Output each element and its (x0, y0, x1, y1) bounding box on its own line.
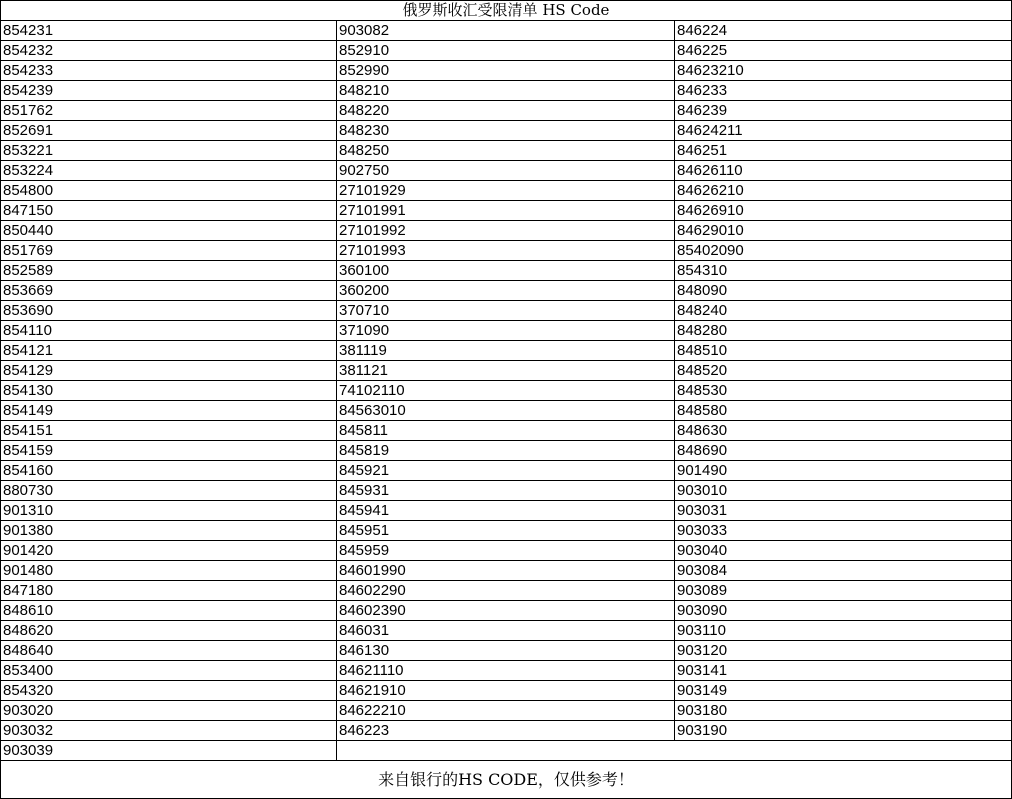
table-cell: 903180 (675, 701, 1012, 721)
table-cell: 854320 (1, 681, 337, 701)
table-row (1, 41, 1012, 61)
table-cell: 846225 (675, 41, 1012, 61)
table-cell: 850440 (1, 221, 337, 241)
table-cell: 845931 (337, 481, 675, 501)
table-cell: 84602290 (337, 581, 675, 601)
table-cell: 903089 (675, 581, 1012, 601)
table-cell: 848280 (675, 321, 1012, 341)
table-cell: 903084 (675, 561, 1012, 581)
table-cell: 371090 (337, 321, 675, 341)
table-cell: 903090 (675, 601, 1012, 621)
table-cell: 848630 (675, 421, 1012, 441)
footer-row (1, 761, 1012, 799)
table-title: 俄罗斯收汇受限清单 HS Code (1, 1, 1012, 21)
table-row (1, 501, 1012, 521)
table-cell: 848520 (675, 361, 1012, 381)
table-row (1, 701, 1012, 721)
table-cell: 848640 (1, 641, 337, 661)
table-cell: 852990 (337, 61, 675, 81)
table-cell: 848580 (675, 401, 1012, 421)
table-cell: 847150 (1, 201, 337, 221)
table-cell: 846239 (675, 101, 1012, 121)
table-cell: 848220 (337, 101, 675, 121)
title-row (1, 1, 1012, 21)
table-row (1, 61, 1012, 81)
table-cell: 845819 (337, 441, 675, 461)
table-cell: 84623210 (675, 61, 1012, 81)
table-cell: 854160 (1, 461, 337, 481)
table-cell: 851769 (1, 241, 337, 261)
table-cell: 851762 (1, 101, 337, 121)
table-cell: 854159 (1, 441, 337, 461)
table-row (1, 181, 1012, 201)
table-row (1, 581, 1012, 601)
table-cell: 846130 (337, 641, 675, 661)
table-cell: 903040 (675, 541, 1012, 561)
table-row (1, 301, 1012, 321)
table-cell: 848510 (675, 341, 1012, 361)
table-cell: 852691 (1, 121, 337, 141)
table-cell: 903082 (337, 21, 675, 41)
table-cell: 846223 (337, 721, 675, 741)
table-footer-note: 来自银行的HS CODE，仅供参考！ (1, 761, 1012, 799)
table-cell: 854149 (1, 401, 337, 421)
table-cell: 852910 (337, 41, 675, 61)
table-row (1, 281, 1012, 301)
table-cell: 846031 (337, 621, 675, 641)
table-cell: 853690 (1, 301, 337, 321)
table-cell: 84622210 (337, 701, 675, 721)
table-row (1, 381, 1012, 401)
table-cell: 847180 (1, 581, 337, 601)
table-cell: 903190 (675, 721, 1012, 741)
table-cell: 84626110 (675, 161, 1012, 181)
table-row (1, 561, 1012, 581)
table-cell: 903033 (675, 521, 1012, 541)
table-row (1, 741, 1012, 761)
table-row (1, 21, 1012, 41)
table-cell: 903039 (1, 741, 337, 761)
table-row (1, 241, 1012, 261)
table-cell: 903032 (1, 721, 337, 741)
table-cell: 846224 (675, 21, 1012, 41)
table-row (1, 641, 1012, 661)
table-cell: 854130 (1, 381, 337, 401)
table-cell: 902750 (337, 161, 675, 181)
table-row (1, 341, 1012, 361)
table-row (1, 361, 1012, 381)
table-cell: 845811 (337, 421, 675, 441)
table-cell: 84621910 (337, 681, 675, 701)
table-row (1, 261, 1012, 281)
table-cell: 84602390 (337, 601, 675, 621)
table-cell: 903141 (675, 661, 1012, 681)
table-row (1, 221, 1012, 241)
table-cell: 854231 (1, 21, 337, 41)
table-row (1, 141, 1012, 161)
table-cell: 854232 (1, 41, 337, 61)
table-cell: 852589 (1, 261, 337, 281)
table-row (1, 681, 1012, 701)
table-cell: 848240 (675, 301, 1012, 321)
table-cell: 84621110 (337, 661, 675, 681)
table-cell: 84626210 (675, 181, 1012, 201)
table-row (1, 441, 1012, 461)
table-cell: 360200 (337, 281, 675, 301)
table-cell: 854310 (675, 261, 1012, 281)
table-cell: 370710 (337, 301, 675, 321)
table-cell: 853224 (1, 161, 337, 181)
table-row (1, 481, 1012, 501)
table-row (1, 121, 1012, 141)
table-row (1, 601, 1012, 621)
table-cell: 901480 (1, 561, 337, 581)
table-cell: 84563010 (337, 401, 675, 421)
table-row (1, 421, 1012, 441)
table-body (1, 21, 1012, 761)
table-cell: 903031 (675, 501, 1012, 521)
empty-cell (337, 741, 1012, 761)
table-cell: 854110 (1, 321, 337, 341)
table-cell: 27101991 (337, 201, 675, 221)
table-cell: 854239 (1, 81, 337, 101)
table-cell: 845959 (337, 541, 675, 561)
table-row (1, 401, 1012, 421)
table-cell: 845951 (337, 521, 675, 541)
table-cell: 848230 (337, 121, 675, 141)
table-cell: 901420 (1, 541, 337, 561)
table-cell: 846251 (675, 141, 1012, 161)
table-cell: 84624211 (675, 121, 1012, 141)
table-cell: 84629010 (675, 221, 1012, 241)
table-cell: 845921 (337, 461, 675, 481)
table-cell: 381119 (337, 341, 675, 361)
table-cell: 901380 (1, 521, 337, 541)
table-cell: 853669 (1, 281, 337, 301)
table-cell: 903149 (675, 681, 1012, 701)
table-cell: 848620 (1, 621, 337, 641)
table-row (1, 621, 1012, 641)
table-cell: 848610 (1, 601, 337, 621)
table-cell: 84601990 (337, 561, 675, 581)
table-row (1, 321, 1012, 341)
table-row (1, 521, 1012, 541)
table-cell: 845941 (337, 501, 675, 521)
table-cell: 27101929 (337, 181, 675, 201)
table-cell: 848250 (337, 141, 675, 161)
table-cell: 381121 (337, 361, 675, 381)
table-cell: 846233 (675, 81, 1012, 101)
table-cell: 27101992 (337, 221, 675, 241)
table-cell: 903020 (1, 701, 337, 721)
table-row (1, 661, 1012, 681)
table-cell: 854800 (1, 181, 337, 201)
table-row (1, 461, 1012, 481)
table-cell: 27101993 (337, 241, 675, 261)
table-cell: 854129 (1, 361, 337, 381)
table-cell: 848090 (675, 281, 1012, 301)
table-cell: 74102110 (337, 381, 675, 401)
table-row (1, 161, 1012, 181)
table-cell: 848210 (337, 81, 675, 101)
table-row (1, 101, 1012, 121)
table-cell: 901310 (1, 501, 337, 521)
table-cell: 903120 (675, 641, 1012, 661)
table-cell: 853221 (1, 141, 337, 161)
table-cell: 854233 (1, 61, 337, 81)
table-cell: 854151 (1, 421, 337, 441)
table-cell: 853400 (1, 661, 337, 681)
table-row (1, 81, 1012, 101)
table-cell: 84626910 (675, 201, 1012, 221)
table-row (1, 721, 1012, 741)
table-cell: 848690 (675, 441, 1012, 461)
table-cell: 903010 (675, 481, 1012, 501)
table-cell: 880730 (1, 481, 337, 501)
table-cell: 85402090 (675, 241, 1012, 261)
table-cell: 848530 (675, 381, 1012, 401)
table-row (1, 201, 1012, 221)
table-cell: 360100 (337, 261, 675, 281)
table-cell: 903110 (675, 621, 1012, 641)
table-row (1, 541, 1012, 561)
table-cell: 901490 (675, 461, 1012, 481)
table-cell: 854121 (1, 341, 337, 361)
